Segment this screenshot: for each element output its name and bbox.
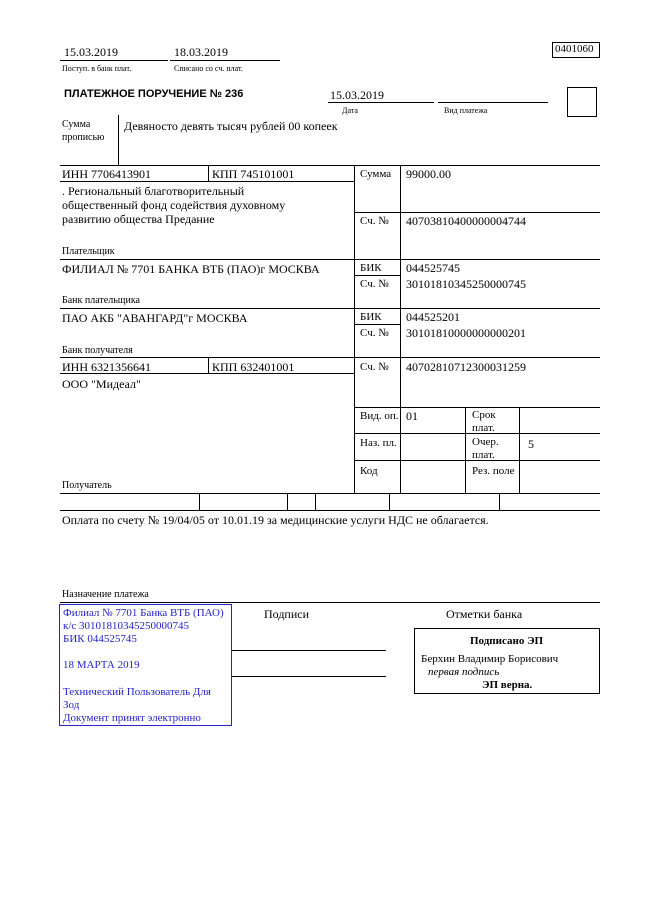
payee-bank-account-label: Сч. №: [360, 327, 389, 339]
signature-line-1: [232, 650, 386, 651]
payee-label: Получатель: [62, 480, 112, 491]
payment-type-line: [438, 102, 548, 103]
document-date-label: Дата: [342, 106, 358, 115]
bank-stamp-accepted: Документ принят электронно: [63, 712, 201, 724]
received-date: 15.03.2019: [64, 45, 118, 59]
grid-v-codes-srok-val: [519, 407, 520, 493]
grid-h-codes-top: [354, 407, 600, 408]
form-code: 0401060: [555, 43, 594, 55]
amount-words-divider: [118, 115, 119, 165]
payee-bank-label: Банк получателя: [62, 345, 133, 356]
ep-signer: Берхин Владимир Борисович: [421, 653, 559, 665]
tax-cell-div-1: [199, 493, 200, 510]
grid-v-main-label-col: [354, 165, 355, 493]
rez-label: Рез. поле: [472, 465, 515, 477]
grid-h-payer-bottom: [60, 259, 600, 260]
sum-value: 99000.00: [406, 167, 451, 181]
payer-inn: ИНН 7706413901: [62, 167, 151, 181]
payee-inn: ИНН 6321356641: [62, 360, 151, 374]
bank-stamp-line-2: к/с 30101810345250000745: [63, 620, 190, 632]
payer-bank-account-value: 30101810345250000745: [406, 277, 526, 291]
debited-date-label: Списано со сч. плат.: [174, 64, 243, 73]
payer-label: Плательщик: [62, 246, 115, 257]
signatures-label: Подписи: [264, 607, 310, 621]
srok-label-1: Срок: [472, 409, 496, 421]
grid-h-sum-row: [354, 212, 600, 213]
sum-label: Сумма: [360, 168, 392, 180]
document-date: 15.03.2019: [330, 88, 384, 102]
document-title: ПЛАТЕЖНОЕ ПОРУЧЕНИЕ № 236: [64, 88, 244, 100]
bank-stamp-user-2: Зод: [63, 699, 80, 711]
bank-stamp-line-3: БИК 044525745: [63, 633, 137, 645]
tax-cell-div-3: [315, 493, 316, 510]
ep-title: Подписано ЭП: [470, 635, 544, 647]
payee-account-value: 40702810712300031259: [406, 360, 526, 374]
ocher-label-1: Очер.: [472, 436, 499, 448]
srok-label-2: плат.: [472, 422, 495, 434]
marker-box: [567, 87, 597, 117]
payer-kpp: КПП 745101001: [212, 167, 295, 181]
tax-row-top: [60, 493, 600, 494]
signature-line-2: [232, 676, 386, 677]
grid-h-payer-bank-bottom: [60, 308, 600, 309]
payment-type-label: Вид платежа: [444, 106, 488, 115]
payer-bank-account-label: Сч. №: [360, 278, 389, 290]
debited-date: 18.03.2019: [174, 45, 228, 59]
ocher-value: 5: [528, 437, 534, 451]
purpose-label: Назначение платежа: [62, 589, 149, 600]
ep-verified: ЭП верна.: [482, 679, 533, 691]
kod-label: Код: [360, 465, 378, 477]
vid-op-value: 01: [406, 409, 418, 423]
grid-v-kpp-payee: [208, 357, 209, 373]
received-date-line: [60, 60, 168, 61]
payee-bank-name: ПАО АКБ "АВАНГАРД"г МОСКВА: [62, 311, 248, 325]
grid-v-kpp-payer: [208, 165, 209, 181]
payer-bank-bik-label: БИК: [360, 262, 382, 274]
payee-account-label: Сч. №: [360, 361, 389, 373]
purpose-text: Оплата по счету № 19/04/05 от 10.01.19 за медицинские услуги НДС не облагается.: [62, 513, 489, 527]
amount-words-bottom-line: [60, 165, 600, 166]
tax-row-bottom: [60, 510, 600, 511]
ocher-label-2: плат.: [472, 449, 495, 461]
tax-cell-div-5: [499, 493, 500, 510]
payer-name-1: . Региональный благотворительный: [62, 184, 245, 198]
amount-words-label-1: Сумма: [62, 119, 91, 130]
ep-first-signature: первая подпись: [428, 666, 500, 678]
payer-bank-name: ФИЛИАЛ № 7701 БАНКА ВТБ (ПАО)г МОСКВА: [62, 262, 320, 276]
payer-name-3: развитию общества Предание: [62, 212, 215, 226]
payee-bank-account-value: 30101810000000000201: [406, 326, 526, 340]
received-date-label: Поступ. в банк плат.: [62, 64, 132, 73]
payee-kpp: КПП 632401001: [212, 360, 295, 374]
payee-bank-bik-label: БИК: [360, 311, 382, 323]
naz-pl-label: Наз. пл.: [360, 437, 397, 449]
amount-words-value: Девяносто девять тысяч рублей 00 копеек: [124, 119, 338, 133]
grid-v-main-value-col: [400, 165, 401, 493]
payer-bank-bik-value: 044525745: [406, 261, 460, 275]
vid-op-label: Вид. оп.: [360, 410, 399, 422]
payer-bank-label: Банк плательщика: [62, 295, 140, 306]
tax-cell-div-2: [287, 493, 288, 510]
grid-h-inn-row: [60, 181, 354, 182]
debited-date-line: [170, 60, 280, 61]
grid-h-bik1: [354, 275, 400, 276]
bank-stamp-user-1: Технический Пользователь Для: [63, 686, 211, 698]
amount-words-label-2: прописью: [62, 132, 105, 143]
bank-marks-label: Отметки банка: [446, 607, 523, 621]
payee-bank-bik-value: 044525201: [406, 310, 460, 324]
payer-name-2: общественный фонд содействия духовному: [62, 198, 286, 212]
tax-cell-div-4: [389, 493, 390, 510]
payer-account-value: 40703810400000004744: [406, 214, 526, 228]
payee-name: ООО "Мидеал": [62, 377, 141, 391]
grid-h-bik2: [354, 324, 400, 325]
bank-stamp-date: 18 МАРТА 2019: [63, 659, 140, 671]
grid-v-codes-srok: [465, 407, 466, 493]
document-date-line: [328, 102, 434, 103]
grid-h-payee-bank-bottom: [60, 357, 600, 358]
bank-stamp-line-1: Филиал № 7701 Банка ВТБ (ПАО): [63, 607, 224, 619]
purpose-bottom-line: [60, 602, 600, 603]
payer-account-label: Сч. №: [360, 215, 389, 227]
